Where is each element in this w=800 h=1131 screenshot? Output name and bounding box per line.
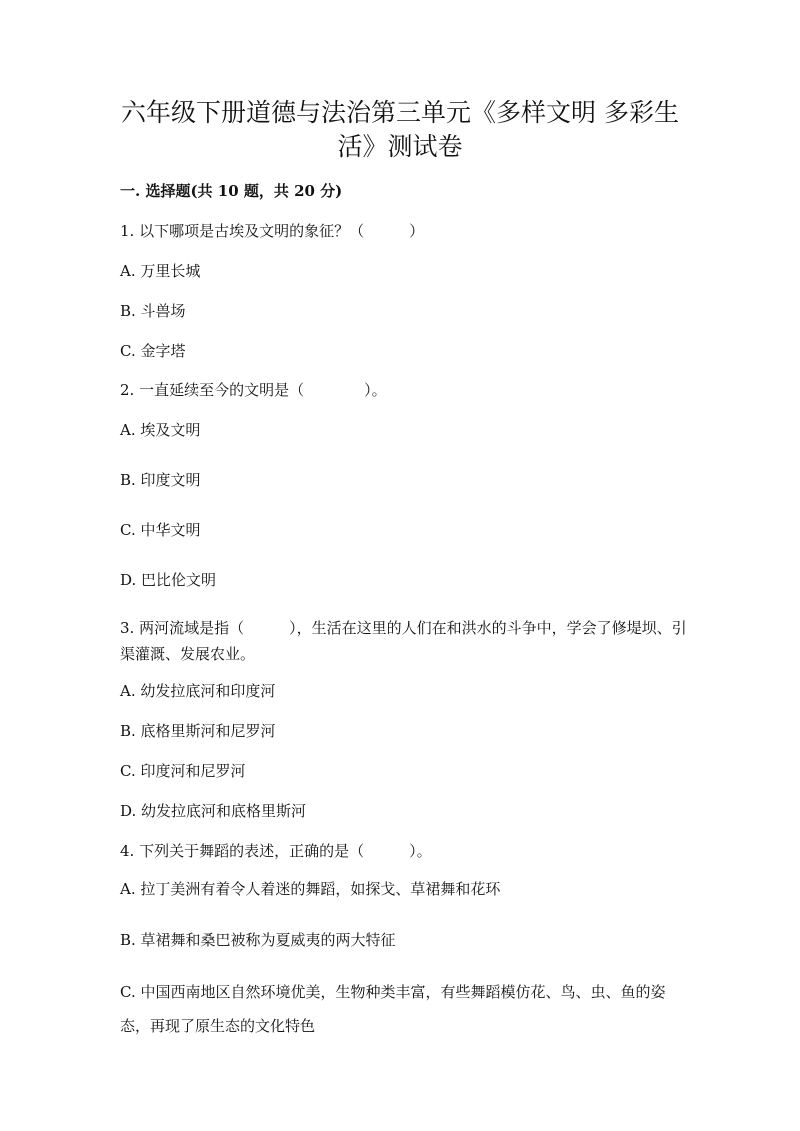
question-3-option-b: B. 底格里斯河和尼罗河 xyxy=(120,722,276,740)
question-1-stem: 1. 以下哪项是古埃及文明的象征？（ ） xyxy=(120,222,425,240)
question-3-option-a: A. 幼发拉底河和印度河 xyxy=(120,682,276,700)
question-1-option-c: C. 金字塔 xyxy=(120,342,186,360)
question-1-option-a: A. 万里长城 xyxy=(120,262,201,280)
question-1-option-b: B. 斗兽场 xyxy=(120,302,186,320)
question-2-option-b: B. 印度文明 xyxy=(120,471,201,489)
question-4-stem: 4. 下列关于舞蹈的表述，正确的是（ ）。 xyxy=(120,842,432,860)
page-title: 六年级下册道德与法治第三单元《多样文明 多彩生活》测试卷 xyxy=(121,98,679,161)
question-3-option-c: C. 印度河和尼罗河 xyxy=(120,762,246,780)
question-3-option-d: D. 幼发拉底河和底格里斯河 xyxy=(120,802,307,820)
question-2-option-c: C. 中华文明 xyxy=(120,521,201,539)
question-4-option-c: C. 中国西南地区自然环境优美，生物种类丰富，有些舞蹈模仿花、鸟、虫、鱼的姿 态，再现了原生态的文化特色 xyxy=(120,983,666,1035)
question-2-stem: 2. 一直延续至今的文明是（ ）。 xyxy=(120,381,387,399)
section-heading: 一. 选择题(共 10 题，共 20 分) xyxy=(120,182,343,200)
question-4-option-b: B. 草裙舞和桑巴被称为夏威夷的两大特征 xyxy=(120,931,396,949)
question-2-option-d: D. 巴比伦文明 xyxy=(120,571,217,589)
question-3-stem: 3. 两河流域是指（ ），生活在这里的人们在和洪水的斗争中，学会了修堤坝、引渠灌溉、发展农业。 xyxy=(120,619,687,663)
question-4-option-a: A. 拉丁美洲有着令人着迷的舞蹈，如探戈、草裙舞和花环 xyxy=(120,880,501,898)
question-2-option-a: A. 埃及文明 xyxy=(120,421,201,439)
